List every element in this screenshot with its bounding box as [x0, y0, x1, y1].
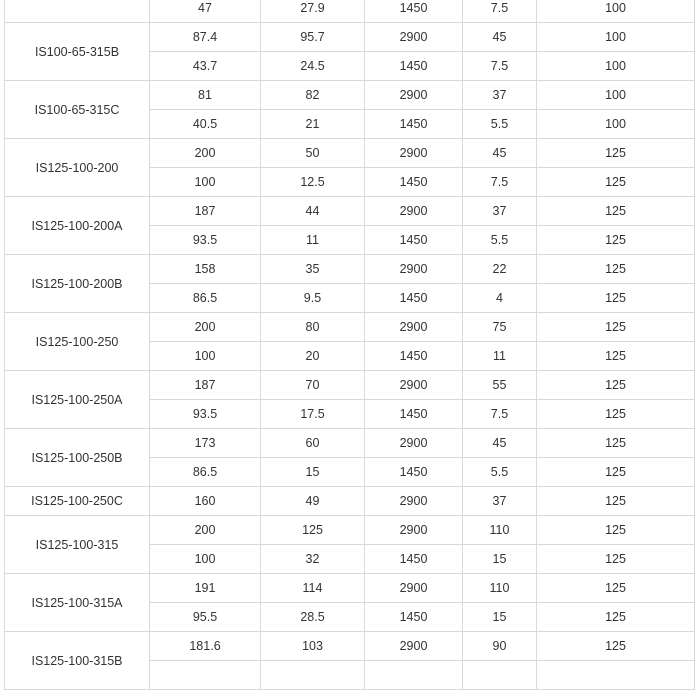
- table-row: [5, 0, 695, 23]
- model-cell: IS100-65-315C: [5, 81, 150, 139]
- model-cell: IS125-100-315: [5, 516, 150, 574]
- value-cell: 87.4: [150, 23, 261, 52]
- value-cell: 100: [537, 52, 695, 81]
- value-cell: 2900: [365, 632, 463, 661]
- model-cell: IS125-100-200: [5, 139, 150, 197]
- table-row: [5, 429, 695, 458]
- value-cell: 4: [463, 284, 537, 313]
- value-cell: 17.5: [261, 400, 365, 429]
- value-cell: 86.5: [150, 284, 261, 313]
- value-cell: 125: [537, 458, 695, 487]
- value-cell: 2900: [365, 487, 463, 516]
- value-cell: 7.5: [463, 0, 537, 23]
- value-cell: 125: [537, 255, 695, 284]
- value-cell: 5.5: [463, 110, 537, 139]
- table-row: [5, 574, 695, 603]
- value-cell: [261, 661, 365, 690]
- value-cell: 187: [150, 371, 261, 400]
- value-cell: 125: [537, 371, 695, 400]
- value-cell: 1450: [365, 603, 463, 632]
- value-cell: 7.5: [463, 400, 537, 429]
- table-row: [5, 516, 695, 545]
- value-cell: 11: [463, 342, 537, 371]
- value-cell: 80: [261, 313, 365, 342]
- value-cell: 1450: [365, 458, 463, 487]
- value-cell: 7.5: [463, 168, 537, 197]
- value-cell: 95.5: [150, 603, 261, 632]
- value-cell: 93.5: [150, 226, 261, 255]
- model-cell: IS125-100-250C: [5, 487, 150, 516]
- value-cell: 32: [261, 545, 365, 574]
- value-cell: 125: [537, 516, 695, 545]
- value-cell: 2900: [365, 139, 463, 168]
- table-row: [5, 313, 695, 342]
- table-row: [5, 371, 695, 400]
- value-cell: 47: [150, 0, 261, 23]
- value-cell: 49: [261, 487, 365, 516]
- value-cell: 2900: [365, 81, 463, 110]
- value-cell: 55: [463, 371, 537, 400]
- value-cell: 200: [150, 139, 261, 168]
- value-cell: [150, 661, 261, 690]
- value-cell: 125: [537, 400, 695, 429]
- value-cell: 2900: [365, 429, 463, 458]
- value-cell: 5.5: [463, 226, 537, 255]
- value-cell: 7.5: [463, 52, 537, 81]
- value-cell: 160: [150, 487, 261, 516]
- value-cell: 24.5: [261, 52, 365, 81]
- value-cell: 1450: [365, 168, 463, 197]
- value-cell: 15: [463, 603, 537, 632]
- model-cell: IS100-65-315B: [5, 23, 150, 81]
- value-cell: 22: [463, 255, 537, 284]
- value-cell: 181.6: [150, 632, 261, 661]
- value-cell: 100: [150, 545, 261, 574]
- model-cell: IS125-100-315A: [5, 574, 150, 632]
- table-row: [5, 632, 695, 661]
- value-cell: 86.5: [150, 458, 261, 487]
- value-cell: 75: [463, 313, 537, 342]
- value-cell: 37: [463, 487, 537, 516]
- value-cell: 90: [463, 632, 537, 661]
- model-cell: IS125-100-200A: [5, 197, 150, 255]
- value-cell: 1450: [365, 0, 463, 23]
- value-cell: 125: [537, 139, 695, 168]
- value-cell: 125: [537, 342, 695, 371]
- value-cell: 60: [261, 429, 365, 458]
- value-cell: 40.5: [150, 110, 261, 139]
- value-cell: 20: [261, 342, 365, 371]
- value-cell: 200: [150, 313, 261, 342]
- value-cell: 114: [261, 574, 365, 603]
- value-cell: 12.5: [261, 168, 365, 197]
- value-cell: 11: [261, 226, 365, 255]
- value-cell: 125: [537, 313, 695, 342]
- table-row: [5, 139, 695, 168]
- value-cell: 187: [150, 197, 261, 226]
- value-cell: 21: [261, 110, 365, 139]
- value-cell: 125: [537, 603, 695, 632]
- pump-spec-table: [4, 0, 695, 690]
- value-cell: 5.5: [463, 458, 537, 487]
- value-cell: 125: [537, 168, 695, 197]
- value-cell: 110: [463, 516, 537, 545]
- table-row: [5, 23, 695, 52]
- value-cell: 95.7: [261, 23, 365, 52]
- value-cell: 100: [537, 0, 695, 23]
- value-cell: [365, 661, 463, 690]
- value-cell: 125: [537, 226, 695, 255]
- value-cell: 125: [537, 545, 695, 574]
- value-cell: 125: [537, 197, 695, 226]
- value-cell: 1450: [365, 284, 463, 313]
- model-cell: IS125-100-250: [5, 313, 150, 371]
- value-cell: 125: [537, 284, 695, 313]
- value-cell: 9.5: [261, 284, 365, 313]
- value-cell: 1450: [365, 400, 463, 429]
- table-row: [5, 487, 695, 516]
- model-cell: IS125-100-250B: [5, 429, 150, 487]
- value-cell: 15: [463, 545, 537, 574]
- value-cell: 37: [463, 81, 537, 110]
- model-cell: IS125-100-315B: [5, 632, 150, 690]
- value-cell: 50: [261, 139, 365, 168]
- value-cell: 125: [537, 487, 695, 516]
- value-cell: 1450: [365, 342, 463, 371]
- value-cell: 191: [150, 574, 261, 603]
- value-cell: 125: [537, 574, 695, 603]
- value-cell: 93.5: [150, 400, 261, 429]
- value-cell: 100: [537, 23, 695, 52]
- value-cell: [463, 661, 537, 690]
- value-cell: [537, 661, 695, 690]
- value-cell: 28.5: [261, 603, 365, 632]
- value-cell: 37: [463, 197, 537, 226]
- value-cell: 45: [463, 139, 537, 168]
- value-cell: 110: [463, 574, 537, 603]
- value-cell: 173: [150, 429, 261, 458]
- value-cell: 125: [537, 429, 695, 458]
- value-cell: 125: [261, 516, 365, 545]
- value-cell: 103: [261, 632, 365, 661]
- value-cell: 100: [150, 342, 261, 371]
- value-cell: 27.9: [261, 0, 365, 23]
- value-cell: 158: [150, 255, 261, 284]
- table-row: [5, 197, 695, 226]
- value-cell: 1450: [365, 52, 463, 81]
- value-cell: 82: [261, 81, 365, 110]
- pump-spec-table-container: [4, 0, 694, 690]
- value-cell: 1450: [365, 226, 463, 255]
- value-cell: 81: [150, 81, 261, 110]
- value-cell: 15: [261, 458, 365, 487]
- value-cell: 2900: [365, 255, 463, 284]
- value-cell: 2900: [365, 574, 463, 603]
- value-cell: 45: [463, 23, 537, 52]
- value-cell: 35: [261, 255, 365, 284]
- value-cell: 200: [150, 516, 261, 545]
- value-cell: 100: [537, 110, 695, 139]
- table-row: [5, 255, 695, 284]
- model-cell: [5, 0, 150, 23]
- value-cell: 2900: [365, 516, 463, 545]
- value-cell: 1450: [365, 545, 463, 574]
- value-cell: 125: [537, 632, 695, 661]
- pump-spec-table-body: [5, 0, 695, 690]
- value-cell: 2900: [365, 313, 463, 342]
- value-cell: 2900: [365, 197, 463, 226]
- value-cell: 70: [261, 371, 365, 400]
- value-cell: 100: [150, 168, 261, 197]
- model-cell: IS125-100-250A: [5, 371, 150, 429]
- value-cell: 43.7: [150, 52, 261, 81]
- value-cell: 2900: [365, 23, 463, 52]
- model-cell: IS125-100-200B: [5, 255, 150, 313]
- value-cell: 1450: [365, 110, 463, 139]
- value-cell: 2900: [365, 371, 463, 400]
- value-cell: 45: [463, 429, 537, 458]
- value-cell: 44: [261, 197, 365, 226]
- table-row: [5, 81, 695, 110]
- value-cell: 100: [537, 81, 695, 110]
